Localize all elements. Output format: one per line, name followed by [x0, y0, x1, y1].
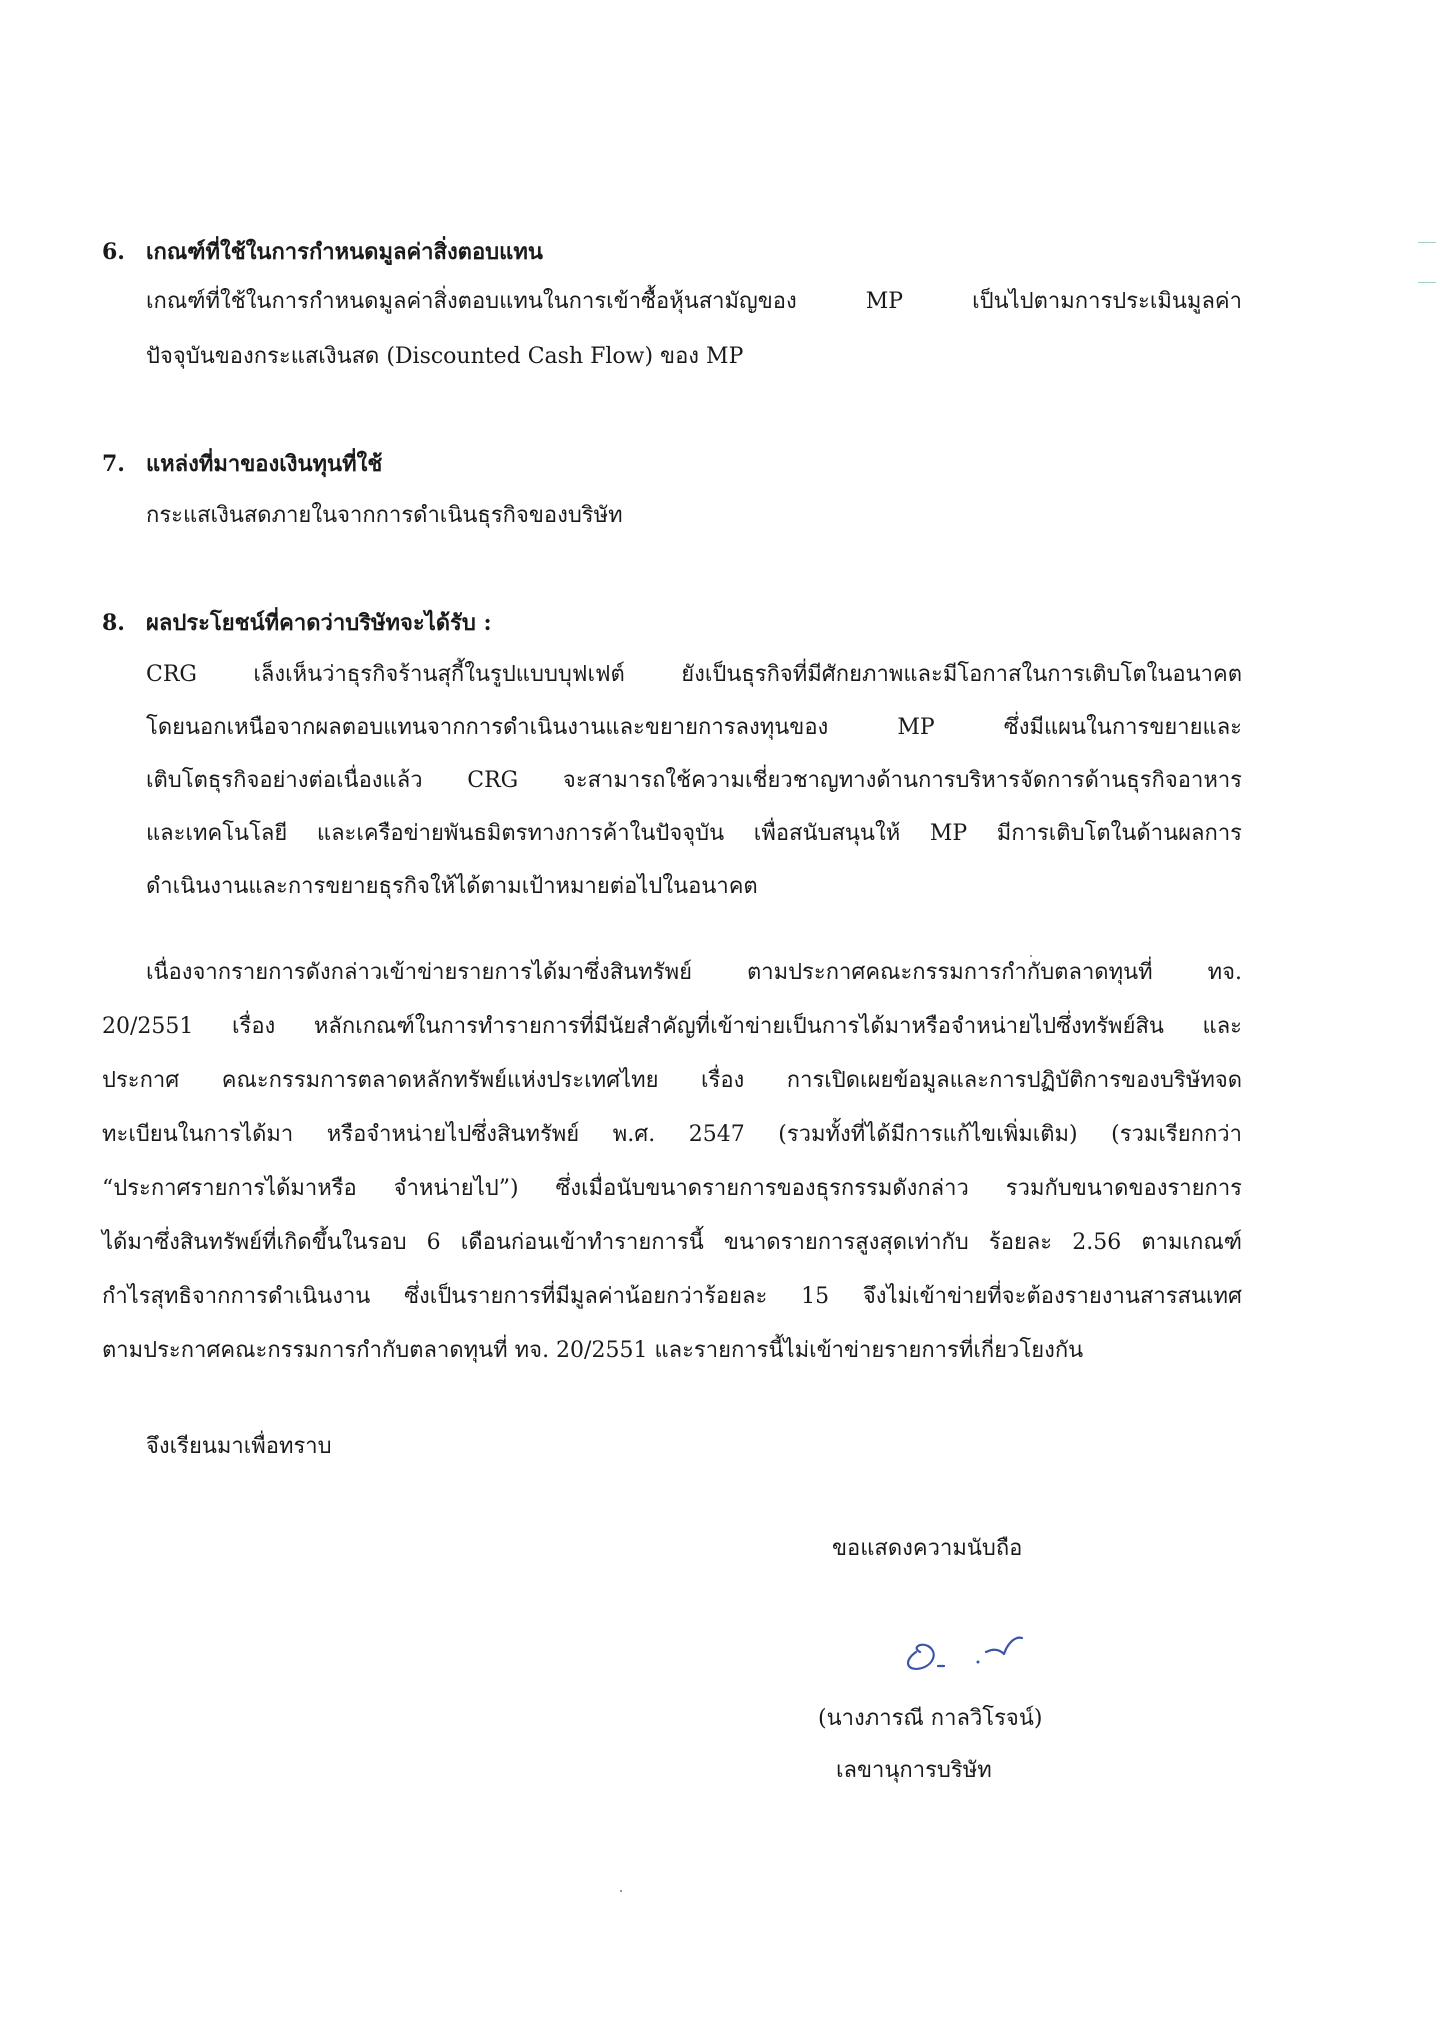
section-7-number: 7.: [102, 451, 125, 477]
section-6-line-2: ปัจจุบันของกระแสเงินสด (Discounted Cash Flow) ของ MP: [146, 344, 744, 369]
signatory-name: (นางภารณี กาลวิโรจน์): [818, 1706, 1043, 1731]
section-8-line-4: และเทคโนโลยี และเครือข่ายพันธมิตรทางการค้าในปัจจุบัน เพื่อสนับสนุนให้ MP มีการเติบโตในด้านผลการ: [146, 821, 1242, 846]
paragraph-line-1: เนื่องจากรายการดังกล่าวเข้าข่ายรายการได้มาซึ่งสินทรัพย์ ตามประกาศคณะกรรมการกำกับตลาดทุนที่ ทจ.: [146, 960, 1242, 985]
section-6-heading: เกณฑ์ที่ใช้ในการกำหนดมูลค่าสิ่งตอบแทน: [146, 239, 543, 265]
scan-dust-dot: [620, 1890, 622, 1892]
section-8-line-5: ดำเนินงานและการขยายธุรกิจให้ได้ตามเป้าหมายต่อไปในอนาคต: [146, 874, 758, 899]
paragraph-line-7: กำไรสุทธิจากการดำเนินงาน ซึ่งเป็นรายการที่มีมูลค่าน้อยกว่าร้อยละ 15 จึงไม่เข้าข่ายที่จะต้องรายงานสารสนเทศ: [102, 1284, 1242, 1309]
section-8-line-2: โดยนอกเหนือจากผลตอบแทนจากการดำเนินงานและขยายการลงทุนของ MP ซึ่งมีแผนในการขยายและ: [146, 715, 1242, 740]
closing-text: จึงเรียนมาเพื่อทราบ: [146, 1434, 332, 1459]
signatory-title: เลขานุการบริษัท: [836, 1758, 992, 1783]
scan-edge-mark: [1418, 242, 1436, 243]
regards-text: ขอแสดงความนับถือ: [832, 1536, 1023, 1561]
section-6-line-1: เกณฑ์ที่ใช้ในการกำหนดมูลค่าสิ่งตอบแทนในการเข้าซื้อหุ้นสามัญของ MP เป็นไปตามการประเมินมูลค่า: [146, 289, 1242, 314]
paragraph-line-8: ตามประกาศคณะกรรมการกำกับตลาดทุนที่ ทจ. 20/2551 และรายการนี้ไม่เข้าข่ายรายการที่เกี่ยวโยงกัน: [102, 1338, 1084, 1363]
paragraph-line-3: ประกาศ คณะกรรมการตลาดหลักทรัพย์แห่งประเทศไทย เรื่อง การเปิดเผยข้อมูลและการปฏิบัติการของบริษัทจด: [102, 1068, 1242, 1093]
paragraph-line-5: “ประกาศรายการได้มาหรือ จำหน่ายไป”) ซึ่งเมื่อนับขนาดรายการของธุรกรรมดังกล่าว รวมกับขนาดของรายการ: [102, 1176, 1242, 1201]
section-7-heading: แหล่งที่มาของเงินทุนที่ใช้: [146, 451, 383, 477]
scan-edge-mark: [1418, 282, 1436, 283]
section-6-number: 6.: [102, 239, 125, 265]
section-8-number: 8.: [102, 610, 125, 636]
scan-dust-dot: [1030, 955, 1032, 957]
section-8-line-1: CRG เล็งเห็นว่าธุรกิจร้านสุกี้ในรูปแบบบุฟเฟต์ ยังเป็นธุรกิจที่มีศักยภาพและมีโอกาสในการเติบโตในอนาคต: [146, 662, 1242, 687]
section-8-heading: ผลประโยชน์ที่คาดว่าบริษัทจะได้รับ :: [146, 610, 492, 636]
section-8-line-3: เติบโตธุรกิจอย่างต่อเนื่องแล้ว CRG จะสามารถใช้ความเชี่ยวชาญทางด้านการบริหารจัดการด้านธุรกิจอาหาร: [146, 768, 1242, 793]
handwritten-signature: [898, 1622, 1068, 1674]
section-7-line-1: กระแสเงินสดภายในจากการดำเนินธุรกิจของบริษัท: [146, 503, 623, 528]
paragraph-line-2: 20/2551 เรื่อง หลักเกณฑ์ในการทำรายการที่มีนัยสำคัญที่เข้าข่ายเป็นการได้มาหรือจำหน่ายไปซึ่งทรัพย์สิน และ: [102, 1014, 1242, 1039]
paragraph-line-6: ได้มาซึ่งสินทรัพย์ที่เกิดขึ้นในรอบ 6 เดือนก่อนเข้าทำรายการนี้ ขนาดรายการสูงสุดเท่ากับ ร้อยละ 2.56 ตามเกณฑ์: [102, 1230, 1242, 1255]
paragraph-line-4: ทะเบียนในการได้มา หรือจำหน่ายไปซึ่งสินทรัพย์ พ.ศ. 2547 (รวมทั้งที่ได้มีการแก้ไขเพิ่มเติม) (รวมเรียกกว่า: [102, 1122, 1242, 1147]
